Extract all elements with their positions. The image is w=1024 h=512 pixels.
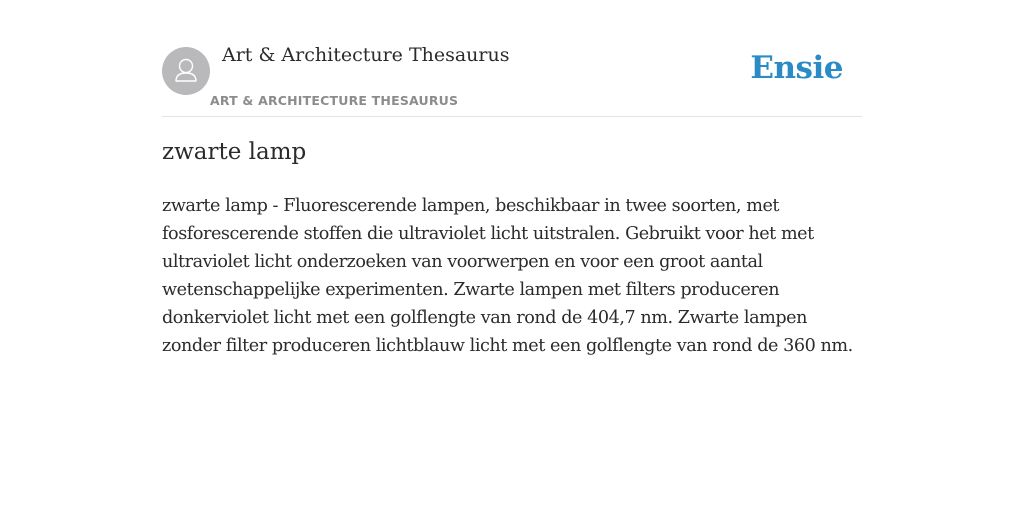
source-subtitle[interactable]: ART & ARCHITECTURE THESAURUS (210, 93, 459, 108)
entry-card (162, 0, 862, 512)
card-header (162, 0, 862, 117)
avatar[interactable] (162, 47, 210, 95)
user-placeholder-icon (162, 47, 210, 95)
brand-logo[interactable]: Ensie (750, 50, 843, 86)
entry-definition: zwarte lamp - Fluorescerende lampen, beschikbaar in twee soorten, met fosforescerende stoffen die ultraviolet licht uitstralen. Gebruikt voor het met ultraviolet licht onderzoeken van voorwerpen en voor een groot aantal wetenschappelijke experimenten. Zwarte lampen met filters produceren donkerviolet licht met een golflengte van rond de 404,7 nm. Zwarte lampen zonder filter produceren lichtblauw licht met een golflengte van rond de 360 nm. (162, 196, 853, 356)
entry-term: zwarte lamp (162, 139, 307, 165)
source-title[interactable]: Art & Architecture Thesaurus (222, 44, 510, 66)
